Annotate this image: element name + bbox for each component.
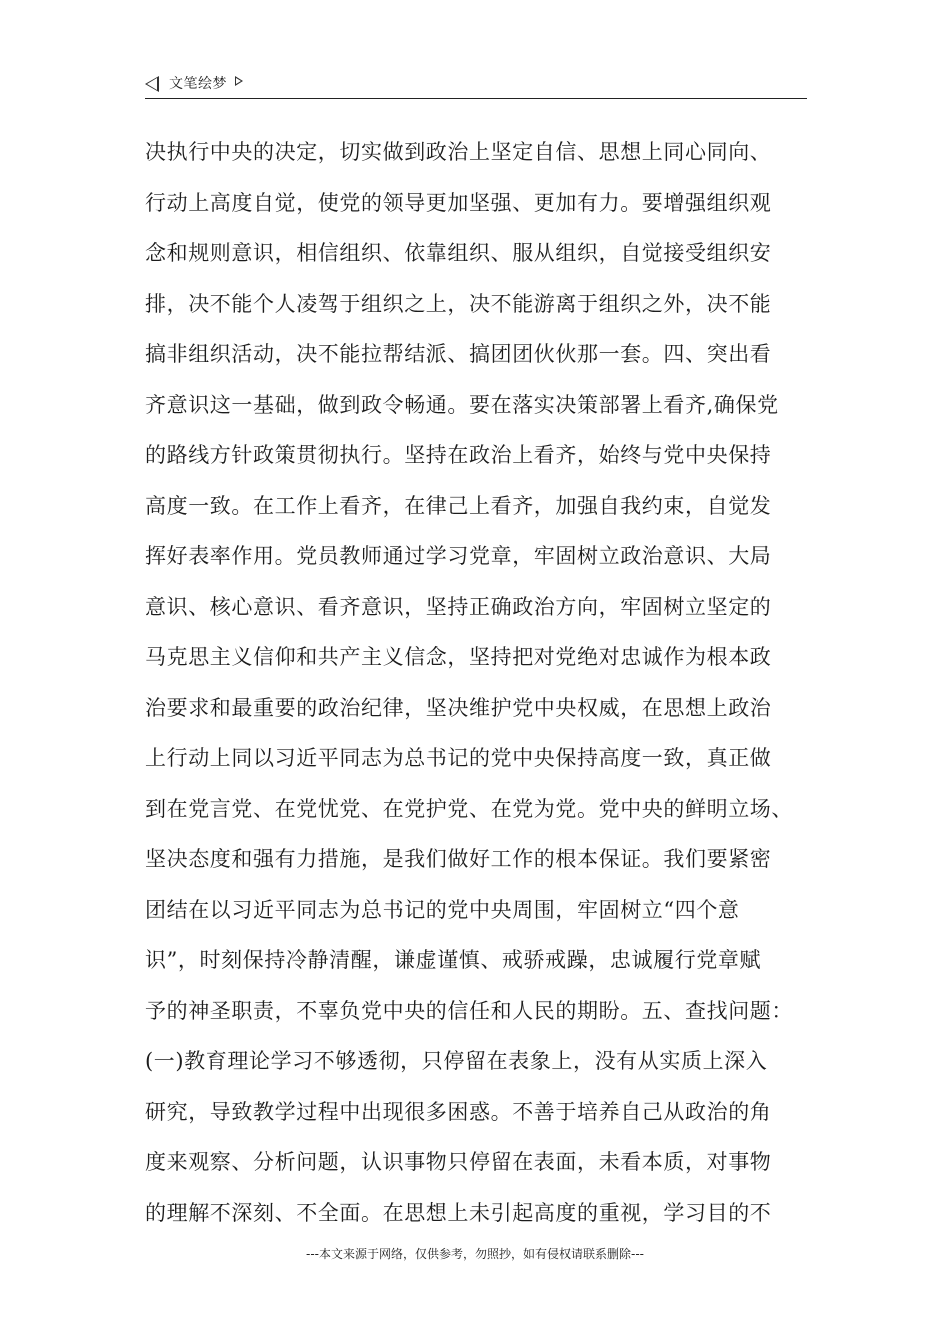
text-line: 的路线方针政策贯彻执行。坚持在政治上看齐，始终与党中央保持 (145, 443, 772, 467)
text-line: 决执行中央的决定，切实做到政治上坚定自信、思想上同心同向、 (145, 140, 772, 164)
right-triangle-icon (235, 76, 243, 86)
text-line: 识”，时刻保持冷静清醒，谦虚谨慎、戒骄戒躁，忠诚履行党章赋 (145, 948, 762, 972)
text-line: 行动上高度自觉，使党的领导更加坚强、更加有力。要增强组织观 (145, 190, 772, 215)
text-line: 高度一致。在工作上看齐，在律己上看齐，加强自我约束，自觉发 (145, 493, 772, 518)
text-line: 研究，导致教学过程中出现很多困惑。不善于培养自己从政治的角 (145, 1099, 772, 1124)
text-line: 到在党言党、在党忧党、在党护党、在党为党。党中央的鲜明立场、 (145, 796, 793, 821)
text-line: 排，决不能个人凌驾于组织之上，决不能游离于组织之外，决不能 (145, 291, 772, 316)
text-line: 挥好表率作用。党员教师通过学习党章，牢固树立政治意识、大局 (145, 544, 772, 568)
header-title: 文笔绘梦 (169, 76, 227, 92)
text-line: 治要求和最重要的政治纪律，坚决维护党中央权威，在思想上政治 (145, 695, 772, 720)
text-line: 搞非组织活动，决不能拉帮结派、搞团团伙伙那一套。四、突出看 (145, 342, 772, 366)
text-line: 坚决态度和强有力措施，是我们做好工作的根本保证。我们要紧密 (145, 847, 772, 871)
text-line: 马克思主义信仰和共产主义信念，坚持把对党绝对忠诚作为根本政 (145, 645, 772, 669)
text-line: 度来观察、分析问题，认识事物只停留在表面，未看本质，对事物 (145, 1150, 772, 1174)
footer-disclaimer: ---本文来源于网络，仅供参考，勿照抄，如有侵权请联系删除--- (306, 1247, 644, 1261)
text-line: 意识、核心意识、看齐意识，坚持正确政治方向，牢固树立坚定的 (145, 594, 772, 619)
text-line: 齐意识这一基础，做到政令畅通。要在落实决策部署上看齐,确保党 (145, 392, 779, 417)
left-triangle-icon (145, 76, 159, 92)
text-line: 予的神圣职责，不辜负党中央的信任和人民的期盼。五、查找问题： (145, 998, 793, 1023)
document-body (145, 127, 813, 1238)
page-header (145, 72, 807, 99)
text-line: 念和规则意识，相信组织、依靠组织、服从组织，自觉接受组织安 (145, 241, 772, 265)
text-line: 上行动上同以习近平同志为总书记的党中央保持高度一致，真正做 (145, 746, 772, 770)
text-line: (一)教育理论学习不够透彻，只停留在表象上，没有从实质上深入 (145, 1049, 768, 1073)
text-line: 团结在以习近平同志为总书记的党中央周围，牢固树立“四个意 (145, 897, 740, 922)
text-line: 的理解不深刻、不全面。在思想上未引起高度的重视，学习目的不 (145, 1200, 772, 1225)
